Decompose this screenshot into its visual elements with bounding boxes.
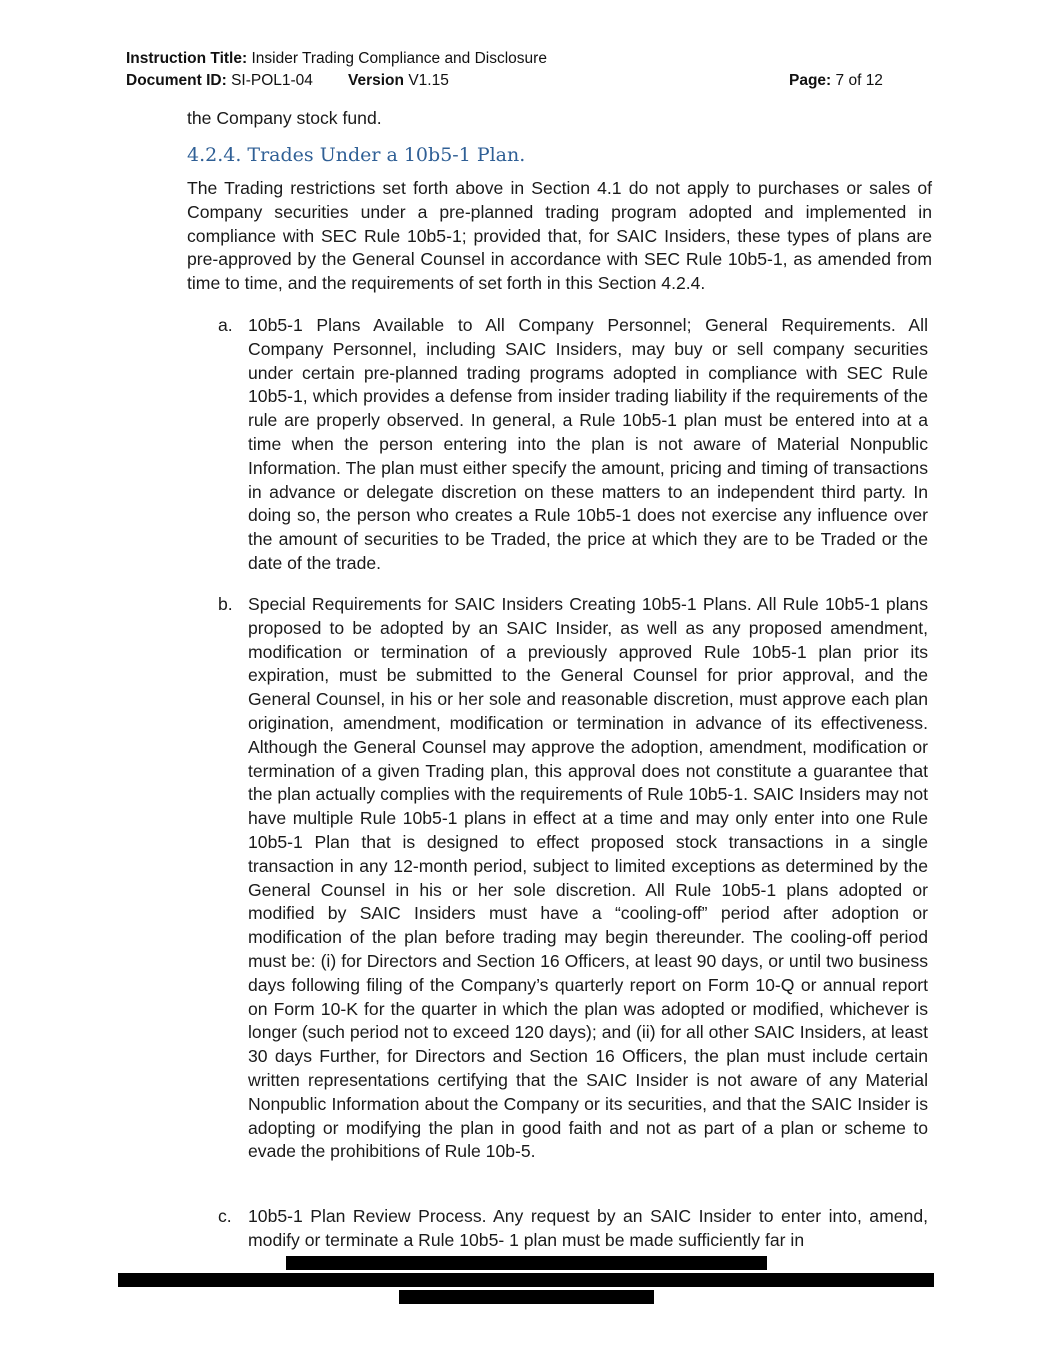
header-page-value: 7 of 12 (835, 72, 883, 89)
header-meta-row (126, 70, 896, 92)
section-heading: 4.2.4. Trades Under a 10b5-1 Plan. (187, 144, 526, 166)
redaction-bar-wide (118, 1273, 934, 1287)
list-marker: b. (218, 594, 233, 614)
header-version-value: V1.15 (408, 72, 449, 89)
header-page (789, 70, 883, 92)
list-item-text: Special Requirements for SAIC Insiders Creating 10b5-1 Plans. All Rule 10b5-1 plans proposed to be adopted by an SAIC Insider, as well as any proposed amendment, modification or termination of a previously approved Rule 10b5-1 plan prior its expiration, must be submitted to the General Counsel for prior approval, and the General Counsel, in his or her sole and reasonable discretion, must approve each plan origination, amendment, modification or termination in advance of its effectiveness. Although the General Counsel may approve the adoption, amendment, modification or termination of a given Trading plan, this approval does not constitute a guarantee that the plan actually complies with the requirements of Rule 10b5-1. SAIC Insiders may not have multiple Rule 10b5-1 plans in effect at a time and may only enter into one Rule 10b5-1 Plan that is designed to effect proposed stock transactions in a single transaction in any 12-month period, subject to limited exceptions as determined by the General Counsel in his or her sole discretion. All Rule 10b5-1 plans adopted or modified by SAIC Insiders must have a “cooling-off” period after adoption or modification of the plan before trading may begin thereunder. The cooling-off period must be: (i) for Directors and Section 16 Officers, at least 90 days, or until two business days following filing of the Company’s quarterly report on Form 10-Q or annual report on Form 10-K for the quarter in which the plan was adopted or modified, whichever is longer (such period not to exceed 120 days); and (ii) for all other SAIC Insiders, at least 30 days Further, for Directors and Section 16 Officers, the plan must include certain written representations certifying that the SAIC Insider is not aware of any Material Nonpublic Information about the Company or its securities, and that the SAIC Insider is adopting or modifying the plan in good faith and not as part of a plan or scheme to evade the prohibitions of Rule 10b-5. (248, 594, 928, 1162)
list-item-c (218, 1205, 928, 1253)
list-marker: c. (218, 1206, 232, 1226)
header-page-label: Page: (789, 72, 832, 89)
list-item-a (218, 314, 928, 576)
list-marker: a. (218, 315, 233, 335)
list-item-text: 10b5-1 Plan Review Process. Any request by an SAIC Insider to enter into, amend, modify or terminate a Rule 10b5- 1 plan must be made sufficiently far in (248, 1206, 928, 1250)
header-version (348, 70, 449, 92)
header-docid-label: Document ID: (126, 72, 227, 89)
redaction-bar-top (286, 1256, 767, 1270)
list-item-text: 10b5-1 Plans Available to All Company Personnel; General Requirements. All Company Personnel, including SAIC Insiders, may buy or sell company securities under certain pre-planned trading programs adopted in compliance with SEC Rule 10b5-1, which provides a defense from insider trading liability if the requirements of the rule are properly observed. In general, a Rule 10b5-1 plan must be entered into at a time when the person entering into the plan is not aware of Material Nonpublic Information. The plan must either specify the amount, pricing and timing of transactions in advance or delegate discretion on these matters to an independent third party. In doing so, the person who creates a Rule 10b5-1 does not exercise any influence over the amount of securities to be Traded, the price at which they are to be Traded or the date of the trade. (248, 315, 928, 573)
document-header (126, 48, 896, 92)
header-title-value: Insider Trading Compliance and Disclosure (251, 50, 547, 67)
section-intro-paragraph: The Trading restrictions set forth above in Section 4.1 do not apply to purchases or sales of Company securities under a pre-planned trading program adopted and implemented in compliance with SEC Rule 10b5-1; provided that, for SAIC Insiders, these types of plans are pre-approved by the General Counsel in accordance with SEC Rule 10b5-1, as amended from time to time, and the requirements of set forth in this Section 4.2.4. (187, 178, 932, 294)
header-title-row (126, 48, 896, 70)
lead-paragraph: the Company stock fund. (187, 108, 382, 128)
list-item-b (218, 593, 928, 1164)
header-title-label: Instruction Title: (126, 50, 248, 67)
header-version-label: Version (348, 72, 404, 89)
redaction-bar-bottom (399, 1290, 654, 1304)
header-docid-value: SI-POL1-04 (231, 72, 313, 89)
